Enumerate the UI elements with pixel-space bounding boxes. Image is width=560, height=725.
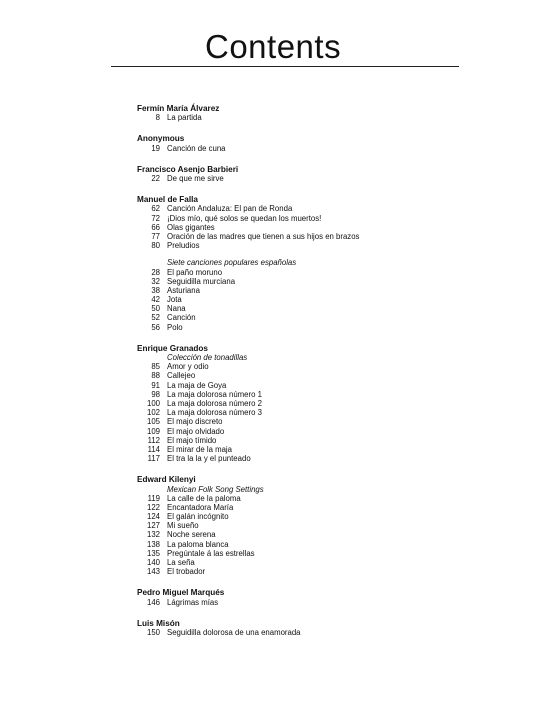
toc-entry bbox=[137, 362, 467, 371]
page-number: 85 bbox=[151, 362, 160, 372]
song-title: Pregúntale á las estrellas bbox=[167, 548, 255, 558]
toc-entry bbox=[137, 503, 467, 512]
toc-entry bbox=[137, 427, 467, 436]
page-number: 127 bbox=[146, 521, 160, 531]
song-title: Callejeo bbox=[167, 371, 196, 381]
page-number: 117 bbox=[147, 454, 160, 464]
page-number: 132 bbox=[146, 530, 160, 540]
toc-entry bbox=[137, 549, 467, 558]
toc-entry bbox=[137, 174, 467, 183]
toc-entry bbox=[137, 268, 467, 277]
page-number: 138 bbox=[146, 539, 160, 549]
song-title: El paño moruno bbox=[167, 267, 223, 277]
page-number: 80 bbox=[151, 241, 160, 251]
song-title: El majo tímido bbox=[167, 435, 217, 445]
song-title: La partida bbox=[167, 113, 202, 123]
collection-subtitle: Colección de tonadillas bbox=[167, 353, 248, 363]
page-number: 105 bbox=[146, 417, 160, 427]
song-title: La maja dolorosa número 1 bbox=[167, 389, 262, 399]
song-title: El galán incógnito bbox=[167, 512, 229, 522]
toc-entry bbox=[137, 530, 467, 539]
page-number: 119 bbox=[147, 493, 160, 503]
page-number: 42 bbox=[151, 295, 160, 305]
page-number: 38 bbox=[151, 285, 160, 295]
composer-heading: Francisco Asenjo Barbieri bbox=[137, 164, 239, 174]
song-title: La seña bbox=[167, 558, 195, 568]
toc-entry bbox=[137, 454, 467, 463]
song-title: El tra la la y el punteado bbox=[167, 454, 251, 464]
composer-heading: Pedro Miguel Marqués bbox=[137, 588, 225, 598]
toc-entry bbox=[137, 390, 467, 399]
page-number: 56 bbox=[151, 322, 160, 332]
page-number: 143 bbox=[146, 567, 160, 577]
song-title: ¡Dios mío, qué solos se quedan los muertos! bbox=[167, 213, 322, 223]
song-title: Amor y odio bbox=[167, 362, 209, 372]
toc-entry bbox=[137, 598, 467, 607]
page-number: 150 bbox=[146, 627, 160, 637]
composer-heading: Manuel de Falla bbox=[137, 195, 198, 205]
toc-entry bbox=[137, 214, 467, 223]
song-title: Seguidilla murciana bbox=[167, 276, 236, 286]
page-number: 88 bbox=[151, 371, 160, 381]
toc-entry bbox=[137, 494, 467, 503]
toc-entry bbox=[137, 567, 467, 576]
song-title: Nana bbox=[167, 304, 186, 314]
toc-entry bbox=[137, 241, 467, 250]
page-number: 28 bbox=[151, 267, 160, 277]
song-title: El majo discreto bbox=[167, 417, 223, 427]
toc-entry bbox=[137, 512, 467, 521]
page-number: 22 bbox=[151, 173, 160, 183]
page-number: 91 bbox=[151, 380, 160, 390]
song-title: La maja dolorosa número 3 bbox=[167, 408, 262, 418]
song-title: Canción Andaluza: El pan de Ronda bbox=[167, 204, 293, 214]
toc-entry bbox=[137, 204, 467, 213]
composer-heading: Anonymous bbox=[137, 134, 185, 144]
toc-entry bbox=[137, 540, 467, 549]
toc-entry bbox=[137, 113, 467, 122]
song-title: Canción de cuna bbox=[167, 143, 226, 153]
toc-entry bbox=[137, 223, 467, 232]
song-title: El mirar de la maja bbox=[167, 444, 232, 454]
table-of-contents bbox=[137, 104, 467, 637]
page-number: 102 bbox=[146, 408, 160, 418]
toc-entry bbox=[137, 323, 467, 332]
toc-entry bbox=[137, 286, 467, 295]
page-number: 114 bbox=[147, 444, 160, 454]
song-title: El majo olvidado bbox=[167, 426, 225, 436]
song-title: Olas gigantes bbox=[167, 222, 215, 232]
page-number: 50 bbox=[151, 304, 160, 314]
toc-entry bbox=[137, 304, 467, 313]
toc-entry bbox=[137, 408, 467, 417]
song-title: Encantadora María bbox=[167, 502, 234, 512]
page-number: 135 bbox=[146, 548, 160, 558]
toc-entry bbox=[137, 558, 467, 567]
composer-heading: Enrique Granados bbox=[137, 343, 208, 353]
toc-entry bbox=[137, 436, 467, 445]
toc-entry bbox=[137, 521, 467, 530]
page-number: 66 bbox=[151, 222, 160, 232]
page-number: 62 bbox=[151, 204, 160, 214]
toc-entry bbox=[137, 277, 467, 286]
song-title: Noche serena bbox=[167, 530, 216, 540]
page-number: 140 bbox=[146, 558, 160, 568]
song-title: Lágrimas mías bbox=[167, 597, 219, 607]
page-number: 146 bbox=[146, 597, 160, 607]
title-rule bbox=[111, 66, 459, 67]
composer-heading: Fermín María Álvarez bbox=[137, 104, 220, 113]
toc-entry bbox=[137, 399, 467, 408]
page-number: 32 bbox=[151, 276, 160, 286]
song-title: La paloma blanca bbox=[167, 539, 229, 549]
collection-subtitle: Mexican Folk Song Settings bbox=[167, 484, 264, 494]
toc-entry bbox=[137, 628, 467, 637]
collection-subtitle: Siete canciones populares españolas bbox=[167, 258, 297, 268]
toc-entry bbox=[137, 417, 467, 426]
page-number: 112 bbox=[147, 435, 160, 445]
toc-entry bbox=[137, 381, 467, 390]
composer-heading: Luis Misón bbox=[137, 618, 180, 628]
song-title: Mi sueño bbox=[167, 521, 199, 531]
song-title: El trobador bbox=[167, 567, 206, 577]
song-title: La maja dolorosa número 2 bbox=[167, 398, 262, 408]
page-number: 77 bbox=[151, 231, 160, 241]
toc-entry bbox=[137, 232, 467, 241]
toc-entry bbox=[137, 295, 467, 304]
page-number: 124 bbox=[146, 512, 160, 522]
song-title: Seguidilla dolorosa de una enamorada bbox=[167, 627, 301, 637]
song-title: La calle de la paloma bbox=[167, 493, 241, 503]
page-number: 8 bbox=[155, 113, 160, 123]
song-title: De que me sirve bbox=[167, 173, 224, 183]
page-number: 52 bbox=[151, 313, 160, 323]
song-title: Jota bbox=[167, 295, 182, 305]
page-number: 109 bbox=[146, 426, 160, 436]
page-number: 19 bbox=[151, 143, 160, 153]
page-number: 100 bbox=[146, 398, 160, 408]
song-title: Asturiana bbox=[167, 285, 200, 295]
toc-entry bbox=[137, 313, 467, 322]
composer-heading: Edward Kilenyi bbox=[137, 475, 196, 485]
page-title: Contents bbox=[205, 28, 342, 65]
toc-entry bbox=[137, 371, 467, 380]
toc-entry bbox=[137, 445, 467, 454]
song-title: La maja de Goya bbox=[167, 380, 227, 390]
page-number: 98 bbox=[151, 389, 160, 399]
page-number: 122 bbox=[146, 502, 160, 512]
song-title: Canción bbox=[167, 313, 196, 323]
song-title: Preludios bbox=[167, 241, 200, 251]
page-number: 72 bbox=[151, 213, 160, 223]
toc-entry bbox=[137, 144, 467, 153]
song-title: Oración de las madres que tienen a sus hijos en brazos bbox=[167, 231, 360, 241]
song-title: Polo bbox=[167, 322, 183, 332]
